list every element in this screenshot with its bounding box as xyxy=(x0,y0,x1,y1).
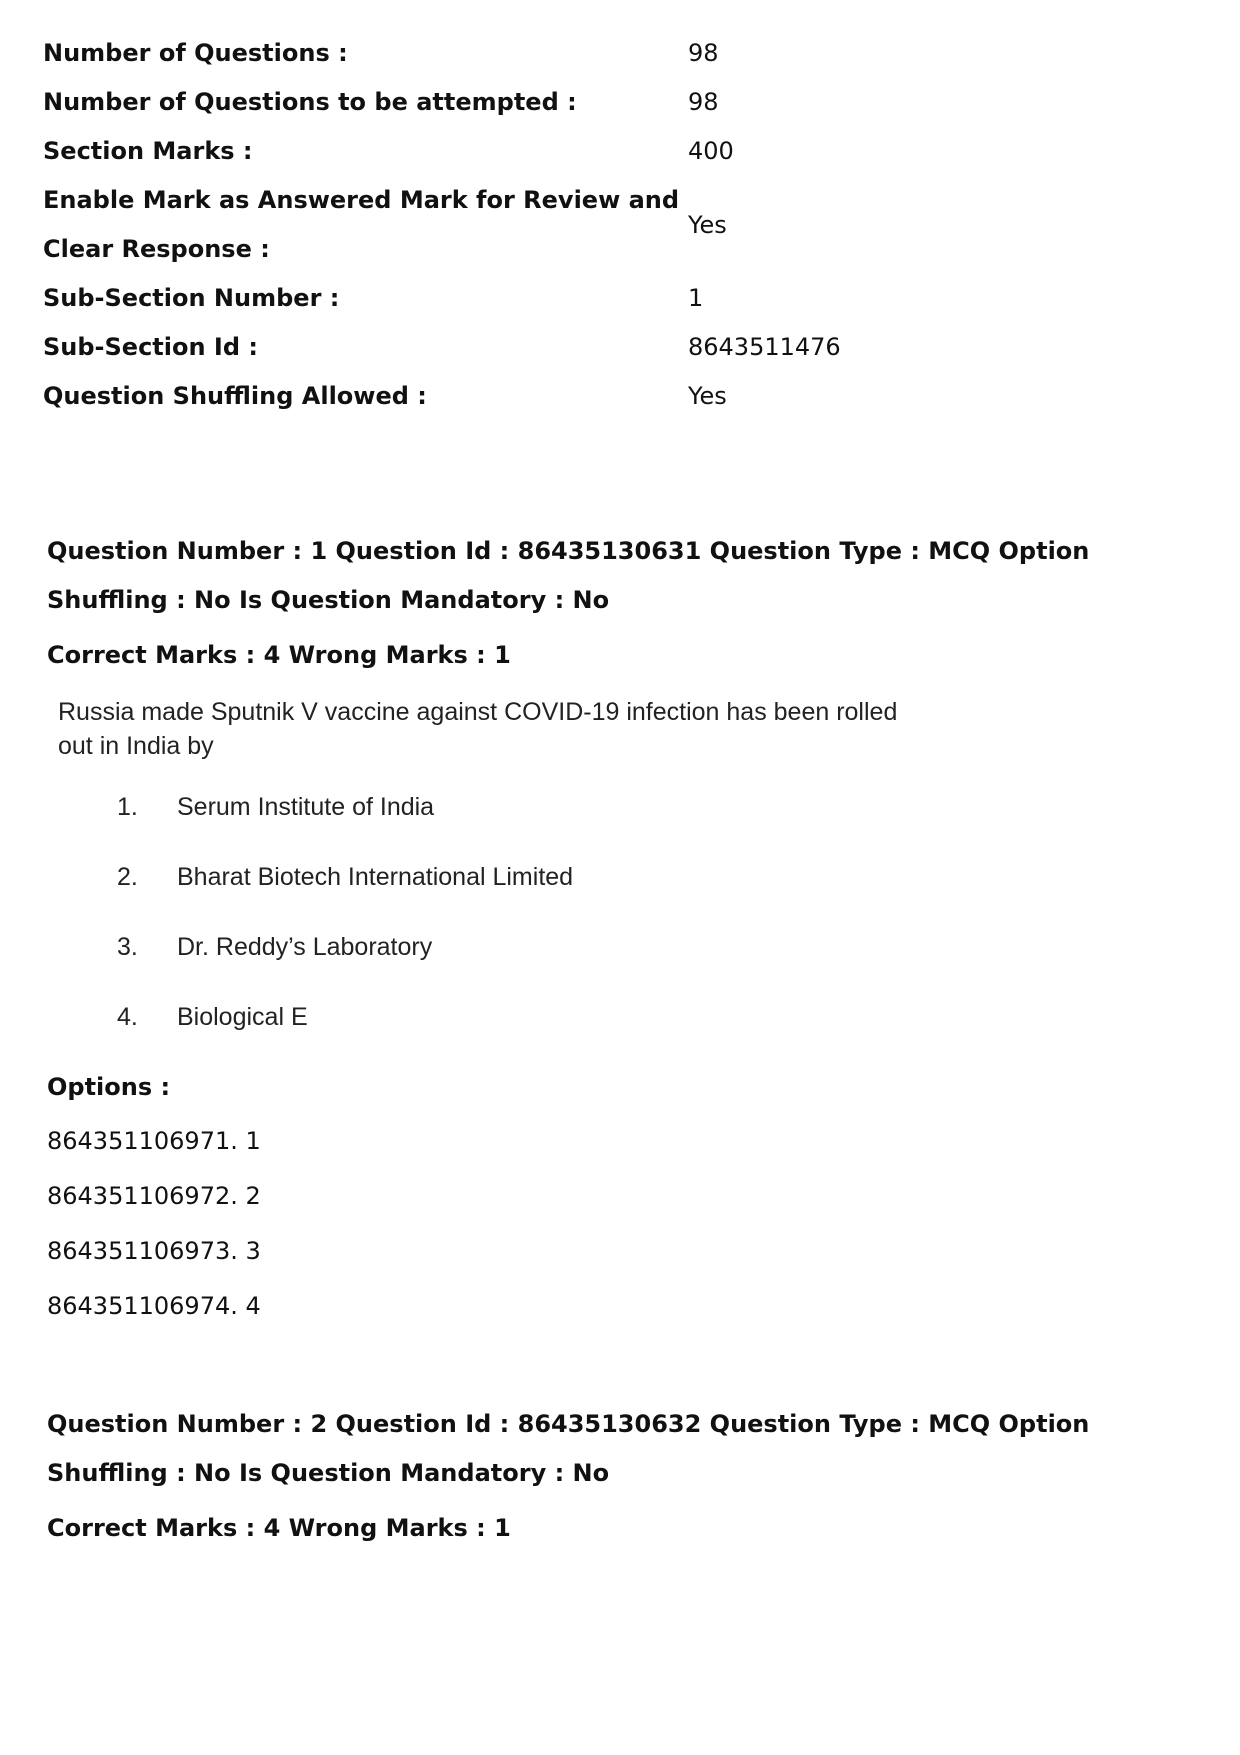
option-item: 864351106972. 2 xyxy=(47,1182,261,1210)
choice-number: 1. xyxy=(117,793,138,821)
info-value: 8643511476 xyxy=(688,333,841,361)
question-header: Question Number : 2 Question Id : 86435130632 Question Type : MCQ Option Shuffling : No Is Question Mandatory : No xyxy=(47,1410,1090,1487)
info-value: Yes xyxy=(688,382,727,410)
choice-text: Dr. Reddy’s Laboratory xyxy=(177,933,433,961)
info-row-questions-to-attempt xyxy=(43,78,1193,127)
question-marks: Correct Marks : 4 Wrong Marks : 1 xyxy=(47,641,511,669)
choice-number: 4. xyxy=(117,1003,138,1031)
choice-text: Serum Institute of India xyxy=(177,793,435,821)
info-row-enable-mark-as-answered xyxy=(43,176,1193,274)
choice-text: Bharat Biotech International Limited xyxy=(177,863,574,891)
question-image xyxy=(47,680,947,1050)
choice-1 xyxy=(117,790,434,824)
question-2 xyxy=(47,1400,1207,1553)
info-value: Yes xyxy=(688,210,727,239)
choice-text: Biological E xyxy=(177,1003,308,1031)
choice-2 xyxy=(117,860,573,894)
info-value: 1 xyxy=(688,284,704,312)
info-label: Section Marks : xyxy=(43,137,253,165)
info-row-number-of-questions xyxy=(43,29,1193,78)
choice-number: 3. xyxy=(117,933,138,961)
option-item: 864351106973. 3 xyxy=(47,1237,261,1265)
question-stem: Russia made Sputnik V vaccine against COVID-19 infection has been rolled out in India by xyxy=(58,698,898,760)
choice-3 xyxy=(117,930,432,964)
choice-4 xyxy=(117,1000,308,1034)
question-marks: Correct Marks : 4 Wrong Marks : 1 xyxy=(47,1514,511,1542)
info-label: Question Shuffling Allowed : xyxy=(43,382,427,410)
info-value: 98 xyxy=(688,88,719,116)
question-header: Question Number : 1 Question Id : 86435130631 Question Type : MCQ Option Shuffling : No Is Question Mandatory : No xyxy=(47,537,1090,614)
info-label: Number of Questions to be attempted : xyxy=(43,88,577,116)
info-label: Enable Mark as Answered Mark for Review and Clear Response : xyxy=(43,186,680,263)
choice-number: 2. xyxy=(117,863,138,891)
option-item: 864351106971. 1 xyxy=(47,1127,261,1155)
info-row-sub-section-id xyxy=(43,323,1193,372)
options-list xyxy=(47,1117,261,1337)
option-item: 864351106974. 4 xyxy=(47,1292,261,1320)
info-label: Number of Questions : xyxy=(43,39,348,67)
question-1 xyxy=(47,527,1207,680)
info-label: Sub-Section Id : xyxy=(43,333,258,361)
info-row-sub-section-number xyxy=(43,274,1193,323)
info-row-question-shuffling xyxy=(43,372,1193,421)
info-value: 400 xyxy=(688,137,734,165)
options-title: Options : xyxy=(47,1073,171,1101)
section-info xyxy=(43,29,1193,421)
info-row-section-marks xyxy=(43,127,1193,176)
info-value: 98 xyxy=(688,39,719,67)
info-label: Sub-Section Number : xyxy=(43,284,340,312)
